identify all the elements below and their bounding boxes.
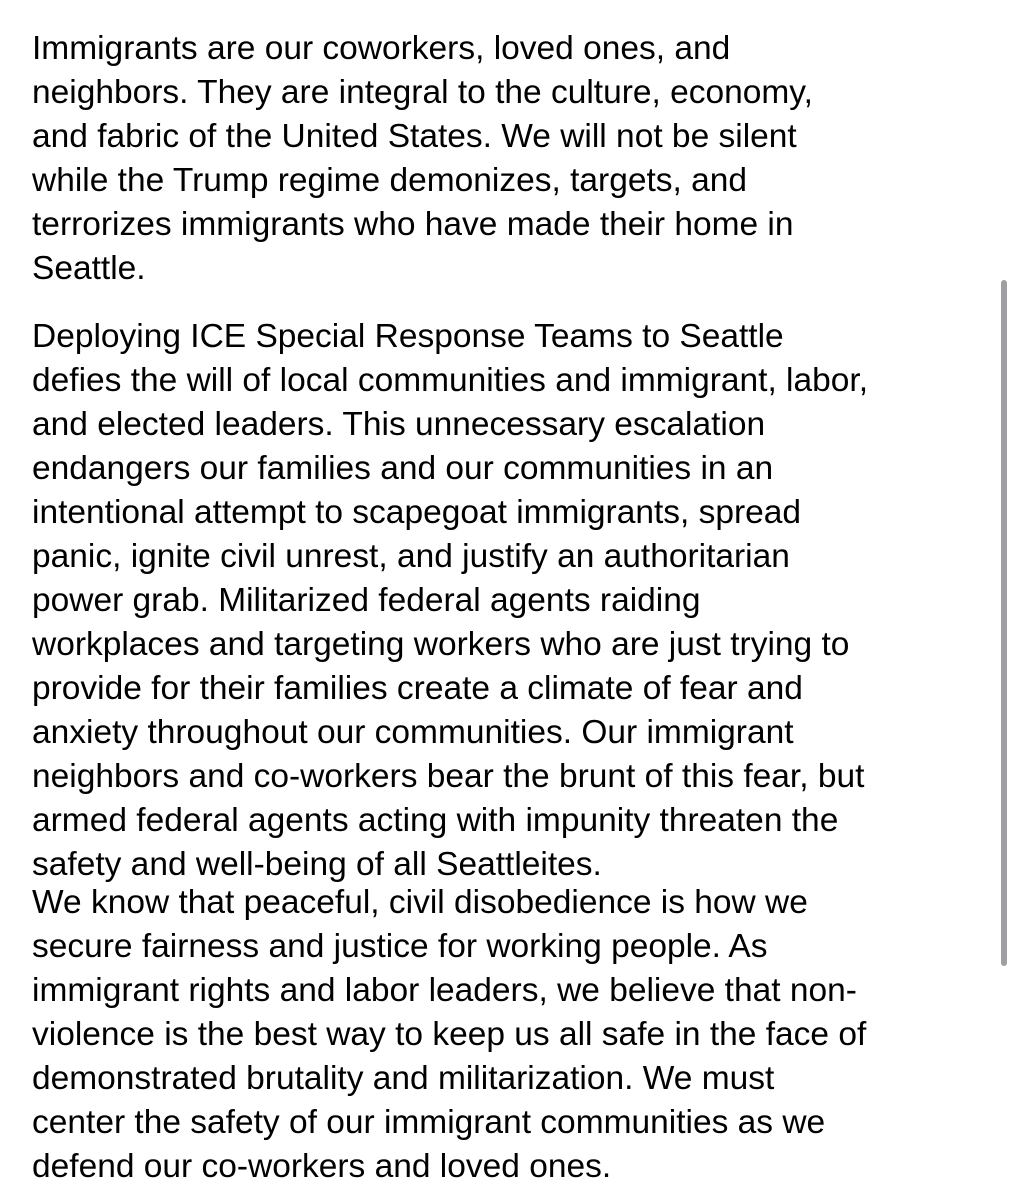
text-line: Immigrants are our coworkers, loved ones, and (32, 30, 731, 67)
text-line: violence is the best way to keep us all safe in the face of (32, 1016, 867, 1053)
text-line: panic, ignite civil unrest, and justify an authoritarian (32, 538, 790, 575)
text-line: defies the will of local communities and immigrant, labor, (32, 362, 869, 399)
text-line: provide for their families create a climate of fear and (32, 670, 803, 707)
text-line: anxiety throughout our communities. Our immigrant (32, 714, 794, 751)
text-line: intentional attempt to scapegoat immigrants, spread (32, 494, 802, 531)
text-line: secure fairness and justice for working people. As (32, 928, 768, 965)
text-line: defend our co-workers and loved ones. (32, 1148, 612, 1185)
text-line: workplaces and targeting workers who are just trying to (32, 626, 850, 663)
text-line: We know that peaceful, civil disobedience is how we (32, 884, 808, 921)
text-line: armed federal agents acting with impunity threaten the (32, 802, 839, 839)
text-line: and fabric of the United States. We will not be silent (32, 118, 797, 155)
text-line: immigrant rights and labor leaders, we believe that non- (32, 972, 857, 1009)
text-line: safety and well-being of all Seattleites. (32, 846, 602, 883)
text-line: and elected leaders. This unnecessary escalation (32, 406, 766, 443)
text-line: Seattle. (32, 250, 146, 287)
text-line: neighbors and co-workers bear the brunt of this fear, but (32, 758, 865, 795)
text-line: while the Trump regime demonizes, targets, and (32, 162, 748, 199)
text-line: Deploying ICE Special Response Teams to Seattle (32, 318, 784, 355)
text-line: neighbors. They are integral to the culture, economy, (32, 74, 813, 111)
text-line: terrorizes immigrants who have made their home in (32, 206, 794, 243)
text-line: power grab. Militarized federal agents raiding (32, 582, 701, 619)
text-line: center the safety of our immigrant communities as we (32, 1104, 826, 1141)
vertical-scrollbar-thumb[interactable] (1001, 280, 1007, 966)
text-line: endangers our families and our communities in an (32, 450, 774, 487)
text-line: demonstrated brutality and militarization. We must (32, 1060, 775, 1097)
